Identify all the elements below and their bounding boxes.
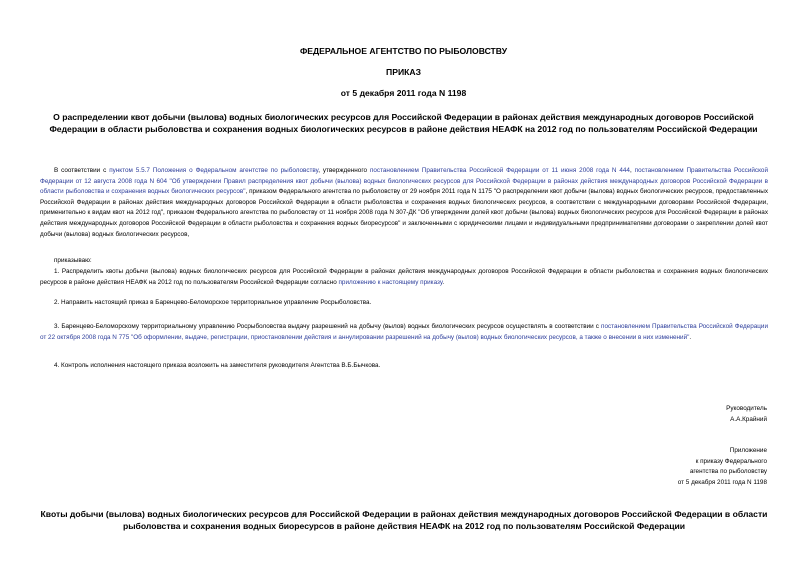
document-date-number: от 5 декабря 2011 года N 1198 <box>340 88 467 98</box>
item-1-end: . <box>442 278 445 286</box>
appendix-title: Квоты добычи (вылова) водных биологических ресурсов для Российской Федерации в районах действия международных договоров Российской Федерации в области рыболовства и сохранения водных биоресурсов в районе действия НЕАФК на 2012 год по пользователям Российской Федерации <box>40 509 768 531</box>
preamble-text-3: , <box>629 167 635 174</box>
appendix-ref-2: агентства по рыболовству <box>689 468 767 475</box>
item-2-text: 2. Направить настоящий приказ в Баренцево-Беломорское территориальное управление Росрыболовства. <box>54 299 372 306</box>
order-word-text: приказываю: <box>54 257 92 264</box>
preamble-text-2: , утвержденного <box>318 167 370 174</box>
signature-name: А.А.Крайний <box>730 416 767 423</box>
item-3-end: . <box>689 333 692 341</box>
document-title: О распределении квот добычи (вылова) водных биологических ресурсов для Российской Федерации в районах действия международных договоров Российской Федерации в области рыболовства и сохранения водных биологических ресурсов в районе действия НЕАФК на 2012 год по пользователям Российской Федерации <box>49 112 758 134</box>
link-regulation-clause[interactable]: пунктом 5.5.7 Положения о Федеральном агентстве по рыболовству <box>109 167 319 174</box>
item-4-text: 4. Контроль исполнения настоящего приказа возложить на заместителя руководителя Агентства В.Б.Бычкова. <box>54 362 381 369</box>
appendix-ref-1: к приказу Федерального <box>695 458 767 465</box>
preamble-text-1: В соответствии с <box>54 167 110 174</box>
preamble-paragraph <box>40 166 768 240</box>
appendix-label: Приложение <box>729 447 767 454</box>
document-type: ПРИКАЗ <box>386 67 421 77</box>
link-resolution-604[interactable]: постановлением Правительства Российской Федерации от 12 августа 2008 года N 604 "Об утверждении Правил распределения квот добычи (вылова) водных биологических ресурсов для Российской Федерации в районах действия международных договоров Российской Федерации в области рыболовства и сохранения водных биологических ресурсов" <box>40 167 768 196</box>
signature-position: Руководитель <box>726 405 767 412</box>
preamble-text-4: , приказом Федерального агентства по рыболовству от 29 ноября 2011 года N 1175 "О распределении квот добычи (вылова) водных биологических ресурсов, предоставленных Российской Федерации в районах действия международных договоров Российской Федерации в области рыболовства и сохранения водных биологических ресурсов, в соответствии с международными договорами Российской Федерации, применительно к видам квот на 2012 год", приказом Федерального агентства по рыболовству от 11 ноября 2008 года N 307-ДК "Об утверждении долей квот добычи (вылова) водных биологических ресурсов для Российской Федерации в районах действия международных договоров Российской Федерации в области рыболовства и сохранения водных биоресурсов" и заключенными с юридическими лицами и индивидуальными предпринимателями договорами о закреплении долей квот добычи (вылова) водных биологических ресурсов, <box>40 188 768 238</box>
item-3-text: 3. Баренцево-Беломорскому территориальному управлению Росрыболовства выдачу разрешений на добычу (вылов) водных биологических ресурсов осуществлять в соответствии с <box>54 323 602 330</box>
item-2-paragraph <box>40 298 768 309</box>
link-resolution-775[interactable]: постановлением Правительства Российской Федерации от 22 октября 2008 года N 775 "Об оформлении, выдаче, регистрации, приостановлении действия и аннулировании разрешений на добычу (вылов) водных биологических ресурсов, а также о внесении в них изменений" <box>40 323 768 341</box>
item-1-text: 1. Распределить квоты добычи (вылова) водных биологических ресурсов для Российской Федерации в районах действия международных договоров Российской Федерации в области рыболовства и сохранения водных биологических ресурсов в районе действия НЕАФК на 2012 год по пользователям Российской Федерации согласно <box>40 268 768 286</box>
item-3-paragraph <box>40 322 768 343</box>
order-word <box>40 256 768 267</box>
item-4-paragraph <box>40 361 768 372</box>
item-1-paragraph <box>40 267 768 288</box>
link-appendix[interactable]: приложению к настоящему приказу <box>338 278 443 286</box>
agency-name: ФЕДЕРАЛЬНОЕ АГЕНТСТВО ПО РЫБОЛОВСТВУ <box>299 46 508 56</box>
link-resolution-444[interactable]: постановлением Правительства Российской Федерации от 11 июня 2008 года N 444 <box>369 167 630 174</box>
appendix-ref-3: от 5 декабря 2011 года N 1198 <box>677 479 767 486</box>
